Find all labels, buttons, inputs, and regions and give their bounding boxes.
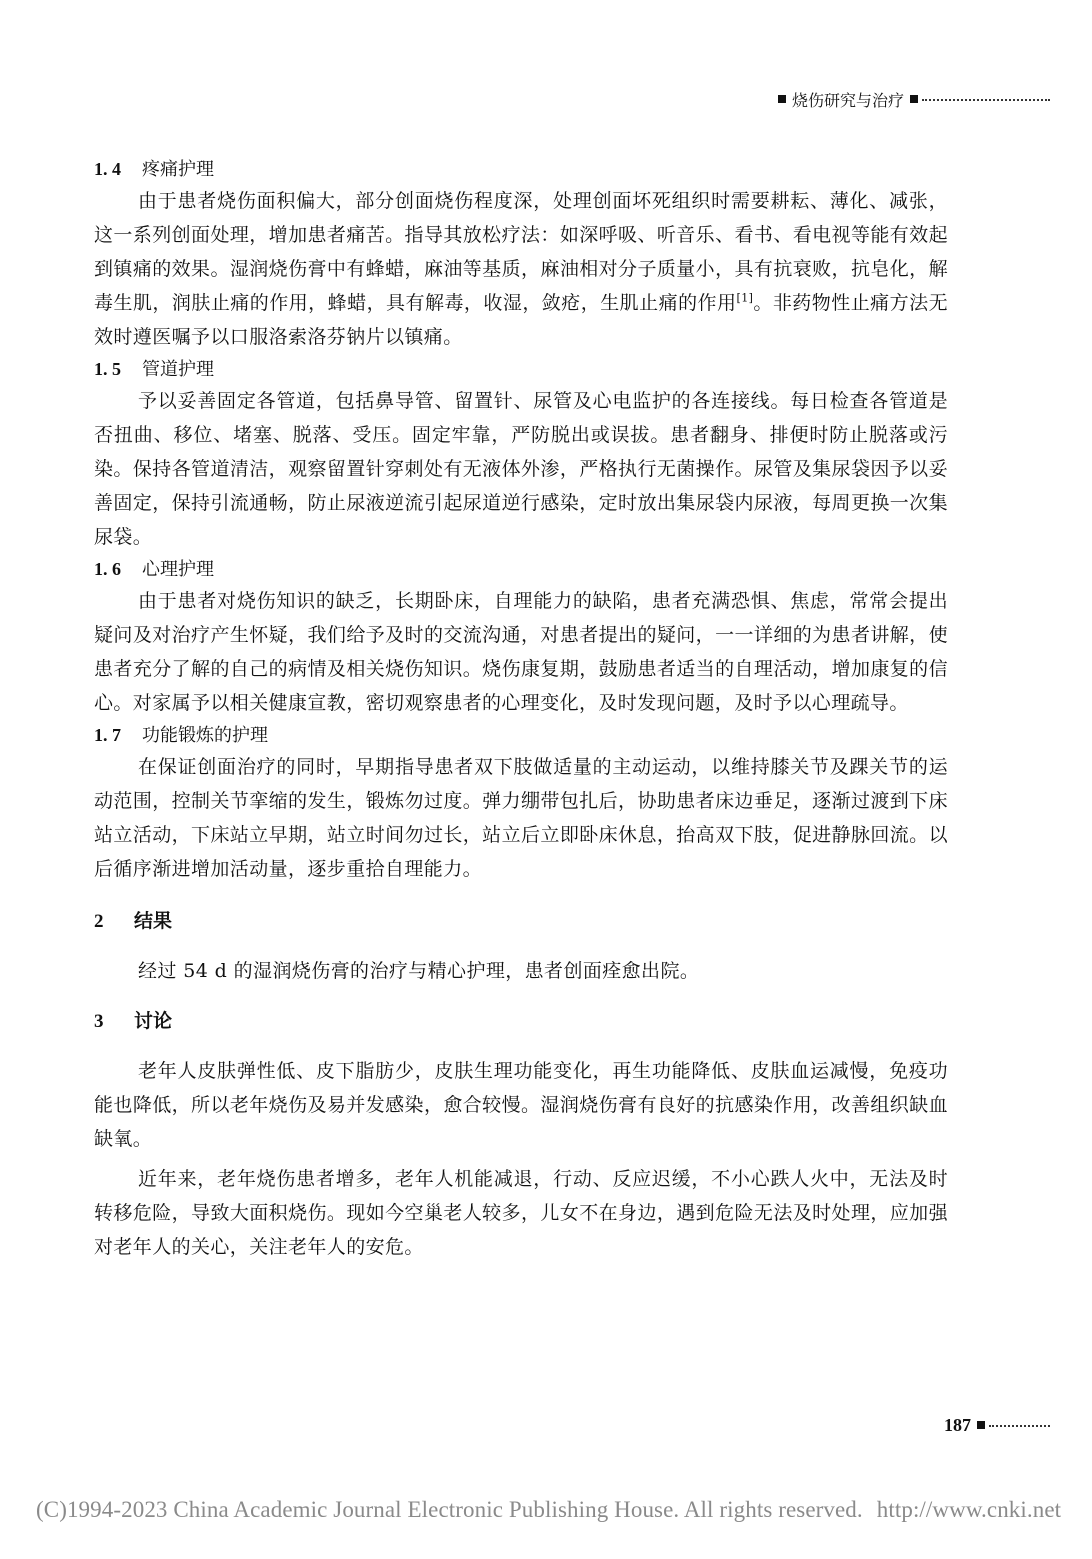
section-title: 功能锻炼的护理 [142,725,268,746]
section-heading-1-6 [94,554,948,584]
square-bullet-icon [778,95,786,103]
cnki-link[interactable]: http://www.cnki.net [876,1497,1062,1522]
running-title: 烧伤研究与治疗 [792,90,905,110]
paragraph-exercise-care: 在保证创面治疗的同时，早期指导患者双下肢做适量的主动运动，以维持膝关节及踝关节的运动范围，控制关节挛缩的发生，锻炼勿过度。弹力绷带包扎后，协助患者床边垂足，逐渐过渡到下床站立活动，下床站立早期，站立时间勿过长，站立后立即卧床休息，抬高双下肢，促进静脉回流。以后循序渐进增加活动量，逐步重拾自理能力。 [94,756,948,880]
dotted-rule [922,99,1050,101]
paragraph-discussion-2: 近年来，老年烧伤患者增多，老年人机能减退，行动、反应迟缓，不小心跌人火中，无法及时转移危险，导致大面积烧伤。现如今空巢老人较多，儿女不在身边，遇到危险无法及时处理，应加强对老年人的关心，关注老年人的安危。 [94,1168,948,1258]
section-heading-2 [94,906,948,936]
paragraph-results: 经过 54 d 的湿润烧伤膏的治疗与精心护理，患者创面痊愈出院。 [138,960,700,982]
copyright-watermark [36,1497,1066,1523]
paragraph-tube-care: 予以妥善固定各管道，包括鼻导管、留置针、尿管及心电监护的各连接线。每日检查各管道是否扭曲、移位、堵塞、脱落、受压。固定牢靠，严防脱出或误拔。患者翻身、排便时防止脱落或污染。保持各管道清洁，观察留置针穿刺处有无液体外渗，严格执行无菌操作。尿管及集尿袋因予以妥善固定，保持引流通畅，防止尿液逆流引起尿道逆行感染，定时放出集尿袋内尿液，每周更换一次集尿袋。 [94,390,948,548]
paragraph-psych-care: 由于患者对烧伤知识的缺乏，长期卧床，自理能力的缺陷，患者充满恐惧、焦虑，常常会提出疑问及对治疗产生怀疑，我们给予及时的交流沟通，对患者提出的疑问，一一详细的为患者讲解，使患者充分了解的自己的病情及相关烧伤知识。烧伤康复期，鼓励患者适当的自理活动，增加康复的信心。对家属予以相关健康宣教，密切观察患者的心理变化，及时发现问题，及时予以心理疏导。 [94,590,948,714]
paragraph-text: 由于患者烧伤面积偏大，部分创面烧伤程度深，处理创面坏死组织时需要耕耘、薄化、减张，这一系列创面处理，增加患者痛苦。指导其放松疗法：如深呼吸、听音乐、看书、看电视等能有效起到镇痛的效果。湿润烧伤膏中有蜂蜡，麻油等基质，麻油相对分子质量小，具有抗衰败，抗皂化，解毒生肌，润肤止痛的作用，蜂蜡，具有解毒，收湿，敛疮，生肌止痛的作用 [94,190,948,314]
section-heading-1-5 [94,354,948,384]
page-number: 187 [944,1414,971,1435]
citation-ref[interactable]: [1] [736,291,754,305]
section-title: 结果 [134,910,173,932]
square-bullet-icon [977,1421,985,1429]
paragraph-discussion-1: 老年人皮肤弹性低、皮下脂肪少，皮肤生理功能变化，再生功能降低、皮肤血运减慢，免疫功能也降低，所以老年烧伤及易并发感染，愈合较慢。湿润烧伤膏有良好的抗感染作用，改善组织缺血缺氧。 [94,1060,948,1150]
paragraph-pain-care [94,184,948,354]
section-title: 讨论 [134,1010,173,1032]
section-title: 管道护理 [142,359,214,380]
section-heading-1-4 [94,154,948,184]
section-number: 2 [94,911,104,932]
section-number: 1. 4 [94,159,121,179]
section-number: 1. 7 [94,725,121,745]
square-bullet-icon [910,95,918,103]
section-number: 1. 6 [94,559,121,579]
paragraph-text: 。非药物性止痛方法无效时遵医嘱予以口服洛索洛芬钠片以镇痛。 [94,292,948,348]
section-title: 疼痛护理 [142,159,214,180]
copyright-text: (C)1994-2023 China Academic Journal Electronic Publishing House. All rights reserved. [36,1497,863,1522]
section-heading-1-7 [94,720,948,750]
article-body [94,154,948,1264]
dotted-rule [989,1425,1050,1427]
section-title: 心理护理 [142,559,214,580]
section-heading-3 [94,1006,948,1036]
page-number-footer [944,1412,1050,1438]
section-number: 3 [94,1011,104,1032]
section-number: 1. 5 [94,359,121,379]
running-header [778,86,1050,112]
